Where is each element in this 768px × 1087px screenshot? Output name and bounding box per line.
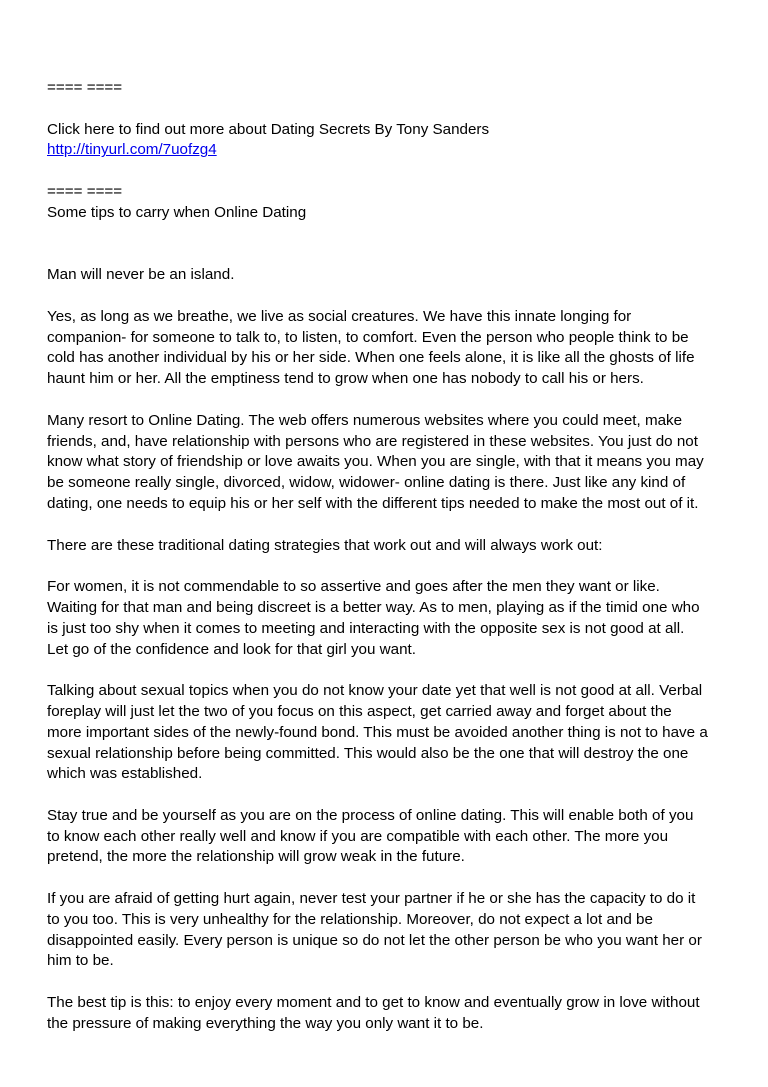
text-line: be someone really single, divorced, widow, widower- online dating is there. Just like any kind of: [47, 474, 686, 492]
text-line: the pressure of making everything the way you only want it to be.: [47, 1014, 484, 1032]
paragraph-4: [47, 536, 737, 557]
separator-text: ==== ====: [47, 79, 123, 96]
paragraph-2: [47, 307, 737, 390]
text-line: foreplay will just let the two of you focus on this aspect, get carried away and forget about the: [47, 702, 672, 720]
separator-1: [47, 78, 737, 99]
paragraph-1: [47, 265, 737, 286]
text-line: For women, it is not commendable to so assertive and goes after the men they want or like.: [47, 578, 660, 596]
text-line: Talking about sexual topics when you do not know your date yet that well is not good at all. Verbal: [47, 682, 703, 700]
text-line: Many resort to Online Dating. The web offers numerous websites where you could meet, make: [47, 411, 683, 429]
title-block: [47, 182, 737, 224]
paragraph-6: [47, 681, 737, 785]
paragraph-5: [47, 577, 737, 660]
text-line: to you too. This is very unhealthy for the relationship. Moreover, do not expect a lot and be: [47, 910, 653, 928]
text-line: Yes, as long as we breathe, we live as social creatures. We have this innate longing for: [47, 307, 632, 325]
text-line: to know each other really well and know if you are compatible with each other. The more you: [47, 827, 669, 845]
paragraph-7: [47, 806, 737, 868]
paragraph-8: [47, 889, 737, 972]
text-line: know what story of friendship or love awaits you. When you are single, with that it means you may: [47, 453, 704, 471]
text-line: There are these traditional dating strategies that work out and will always work out:: [47, 536, 603, 554]
text-line: Stay true and be yourself as you are on the process of online dating. This will enable both of you: [47, 806, 694, 824]
promo-text: Click here to find out more about Dating Secrets By Tony Sanders: [47, 120, 490, 138]
text-line: him to be.: [47, 952, 114, 970]
text-line: dating, one needs to equip his or her self with the different tips needed to make the most out of it.: [47, 494, 699, 512]
text-line: Man will never be an island.: [47, 266, 235, 284]
text-line: Let go of the confidence and look for that girl you want.: [47, 640, 416, 658]
separator-text: ==== ====: [47, 182, 123, 200]
promo-link[interactable]: http://tinyurl.com/7uofzg4: [47, 141, 217, 159]
paragraph-3: [47, 411, 737, 515]
text-line: is just too shy when it comes to meeting and interacting with the opposite sex is not good at all.: [47, 619, 685, 637]
text-line: haunt him or her. All the emptiness tend to grow when one has nobody to call his or hers.: [47, 370, 644, 388]
text-line: disappointed easily. Every person is unique so do not let the other person be who you want her or: [47, 931, 702, 949]
text-line: friends, and, have relationship with persons who are registered in these websites. You just do not: [47, 432, 698, 450]
text-line: Waiting for that man and being discreet is a better way. As to men, playing as if the timid one who: [47, 598, 700, 616]
promo-block: [47, 120, 737, 162]
article-title: Some tips to carry when Online Dating: [47, 203, 307, 221]
document-content: [47, 78, 737, 1055]
text-line: pretend, the more the relationship will grow weak in the future.: [47, 848, 465, 866]
text-line: sexual relationship before being committed. This would also be the one that will destroy the one: [47, 744, 689, 762]
text-line: The best tip is this: to enjoy every moment and to get to know and eventually grow in love without: [47, 994, 700, 1012]
text-line: cold has another individual by his or her side. When one feels alone, it is like all the ghosts of life: [47, 349, 695, 367]
text-line: If you are afraid of getting hurt again, never test your partner if he or she has the capacity to do it: [47, 890, 696, 908]
paragraph-9: [47, 993, 737, 1035]
text-line: companion- for someone to talk to, to listen, to comfort. Even the person who people think to be: [47, 328, 689, 346]
text-line: which was established.: [47, 765, 203, 783]
text-line: more important sides of the newly-found bond. This must be avoided another thing is not to have a: [47, 723, 708, 741]
